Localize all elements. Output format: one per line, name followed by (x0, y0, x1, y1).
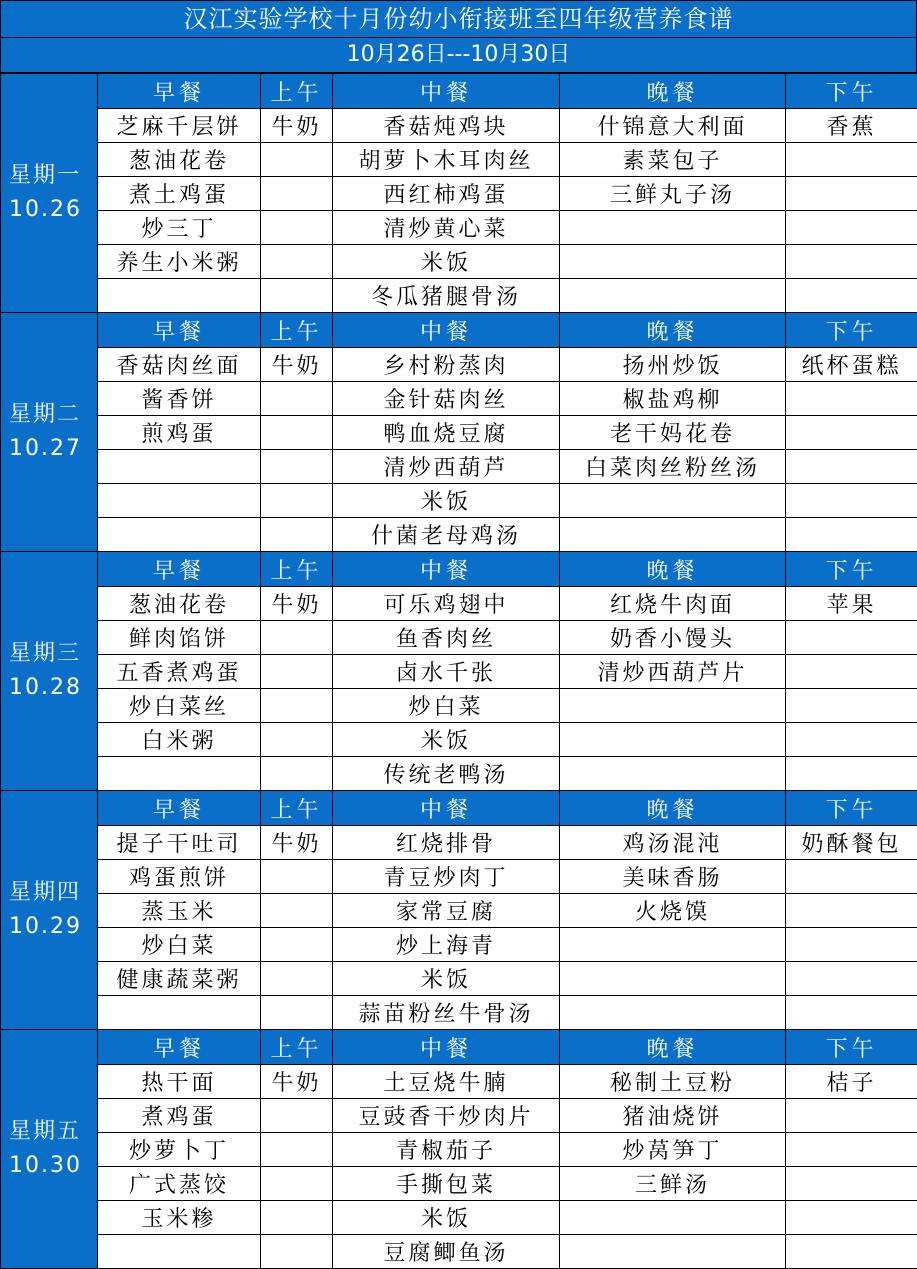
menu-cell-dinner: 奶香小馒头 (560, 621, 786, 655)
column-header-lunch: 中餐 (333, 313, 560, 348)
menu-cell-afternoon-snack (786, 1201, 917, 1235)
menu-cell-lunch: 蒜苗粉丝牛骨汤 (333, 996, 560, 1030)
menu-cell-breakfast: 健康蔬菜粥 (98, 962, 261, 996)
menu-row (1, 348, 917, 382)
menu-cell-afternoon-snack (786, 279, 917, 313)
menu-cell-lunch: 清炒西葫芦 (333, 450, 560, 484)
menu-cell-dinner: 清炒西葫芦片 (560, 655, 786, 689)
column-header-morning-snack: 上午 (261, 1030, 333, 1065)
menu-cell-afternoon-snack: 苹果 (786, 587, 917, 621)
menu-cell-dinner: 椒盐鸡柳 (560, 382, 786, 416)
menu-cell-afternoon-snack (786, 894, 917, 928)
weekday-label: 星期四 (9, 876, 97, 910)
menu-cell-breakfast: 葱油花卷 (98, 587, 261, 621)
menu-cell-morning-snack (261, 211, 333, 245)
menu-cell-lunch: 西红柿鸡蛋 (333, 177, 560, 211)
column-header-afternoon-snack: 下午 (786, 313, 917, 348)
menu-cell-afternoon-snack: 桔子 (786, 1065, 917, 1099)
column-header-afternoon-snack: 下午 (786, 791, 917, 826)
menu-cell-breakfast: 蒸玉米 (98, 894, 261, 928)
menu-row (1, 1065, 917, 1099)
menu-row (1, 928, 917, 962)
menu-cell-lunch: 金针菇肉丝 (333, 382, 560, 416)
menu-cell-breakfast (98, 518, 261, 552)
menu-cell-dinner (560, 211, 786, 245)
column-header-afternoon-snack: 下午 (786, 1030, 917, 1065)
menu-cell-dinner (560, 1201, 786, 1235)
menu-cell-breakfast: 炒白菜 (98, 928, 261, 962)
menu-cell-afternoon-snack (786, 1133, 917, 1167)
menu-cell-afternoon-snack (786, 518, 917, 552)
menu-cell-breakfast: 玉米糁 (98, 1201, 261, 1235)
menu-cell-morning-snack (261, 518, 333, 552)
menu-cell-lunch: 鸭血烧豆腐 (333, 416, 560, 450)
menu-cell-lunch: 青椒茄子 (333, 1133, 560, 1167)
menu-cell-breakfast: 葱油花卷 (98, 143, 261, 177)
menu-row (1, 655, 917, 689)
page-title: 汉江实验学校十月份幼小衔接班至四年级营养食谱 (0, 0, 917, 38)
menu-cell-breakfast: 芝麻千层饼 (98, 109, 261, 143)
menu-cell-lunch: 米饭 (333, 962, 560, 996)
column-header-dinner: 晚餐 (560, 791, 786, 826)
menu-cell-dinner: 炒莴笋丁 (560, 1133, 786, 1167)
menu-cell-afternoon-snack (786, 996, 917, 1030)
menu-cell-lunch: 豆豉香干炒肉片 (333, 1099, 560, 1133)
menu-cell-dinner (560, 928, 786, 962)
menu-cell-breakfast: 白米粥 (98, 723, 261, 757)
menu-cell-morning-snack (261, 1167, 333, 1201)
menu-row (1, 416, 917, 450)
menu-cell-breakfast: 煎鸡蛋 (98, 416, 261, 450)
column-header-breakfast: 早餐 (98, 791, 261, 826)
weekday-label: 星期五 (9, 1115, 97, 1149)
weekday-label: 星期二 (9, 398, 97, 432)
menu-cell-breakfast (98, 996, 261, 1030)
menu-cell-lunch: 炒白菜 (333, 689, 560, 723)
column-header-dinner: 晚餐 (560, 74, 786, 109)
menu-cell-breakfast: 热干面 (98, 1065, 261, 1099)
day-header-row (1, 1030, 917, 1065)
menu-cell-afternoon-snack (786, 621, 917, 655)
menu-cell-dinner (560, 484, 786, 518)
column-header-afternoon-snack: 下午 (786, 74, 917, 109)
menu-cell-breakfast: 炒三丁 (98, 211, 261, 245)
menu-cell-breakfast: 鲜肉馅饼 (98, 621, 261, 655)
date-label: 10.30 (9, 1149, 97, 1183)
day-header-row (1, 74, 917, 109)
menu-cell-afternoon-snack: 奶酥餐包 (786, 826, 917, 860)
menu-cell-morning-snack (261, 723, 333, 757)
menu-cell-lunch: 青豆炒肉丁 (333, 860, 560, 894)
menu-cell-dinner (560, 279, 786, 313)
menu-row (1, 1167, 917, 1201)
menu-cell-afternoon-snack (786, 245, 917, 279)
menu-cell-afternoon-snack (786, 962, 917, 996)
menu-cell-dinner (560, 689, 786, 723)
menu-cell-afternoon-snack (786, 416, 917, 450)
menu-row (1, 621, 917, 655)
column-header-morning-snack: 上午 (261, 552, 333, 587)
menu-cell-morning-snack (261, 484, 333, 518)
menu-row (1, 962, 917, 996)
column-header-dinner: 晚餐 (560, 552, 786, 587)
menu-cell-lunch: 乡村粉蒸肉 (333, 348, 560, 382)
menu-cell-afternoon-snack (786, 1167, 917, 1201)
menu-cell-afternoon-snack (786, 689, 917, 723)
menu-cell-morning-snack (261, 962, 333, 996)
menu-cell-lunch: 卤水千张 (333, 655, 560, 689)
column-header-morning-snack: 上午 (261, 313, 333, 348)
menu-cell-afternoon-snack (786, 1099, 917, 1133)
menu-cell-morning-snack: 牛奶 (261, 348, 333, 382)
menu-cell-lunch: 什菌老母鸡汤 (333, 518, 560, 552)
menu-cell-breakfast: 香菇肉丝面 (98, 348, 261, 382)
column-header-lunch: 中餐 (333, 791, 560, 826)
menu-cell-afternoon-snack (786, 211, 917, 245)
menu-cell-dinner (560, 723, 786, 757)
menu-cell-lunch: 鱼香肉丝 (333, 621, 560, 655)
date-label: 10.28 (9, 671, 97, 705)
menu-cell-dinner: 美味香肠 (560, 860, 786, 894)
menu-cell-morning-snack (261, 757, 333, 791)
menu-cell-dinner: 鸡汤混沌 (560, 826, 786, 860)
menu-cell-breakfast: 提子干吐司 (98, 826, 261, 860)
menu-row (1, 757, 917, 791)
menu-row (1, 518, 917, 552)
menu-cell-lunch: 家常豆腐 (333, 894, 560, 928)
menu-row (1, 484, 917, 518)
menu-cell-morning-snack (261, 1235, 333, 1269)
menu-row (1, 826, 917, 860)
menu-cell-lunch: 米饭 (333, 723, 560, 757)
menu-cell-morning-snack (261, 1201, 333, 1235)
menu-cell-breakfast: 酱香饼 (98, 382, 261, 416)
day-header-row (1, 552, 917, 587)
menu-cell-breakfast (98, 757, 261, 791)
date-label: 10.27 (9, 432, 97, 466)
menu-cell-dinner: 秘制土豆粉 (560, 1065, 786, 1099)
menu-row (1, 1201, 917, 1235)
menu-cell-breakfast (98, 450, 261, 484)
menu-row (1, 723, 917, 757)
menu-cell-morning-snack (261, 143, 333, 177)
menu-cell-dinner: 猪油烧饼 (560, 1099, 786, 1133)
menu-cell-lunch: 可乐鸡翅中 (333, 587, 560, 621)
menu-cell-breakfast: 煮鸡蛋 (98, 1099, 261, 1133)
menu-row (1, 894, 917, 928)
menu-cell-dinner: 什锦意大利面 (560, 109, 786, 143)
menu-cell-lunch: 清炒黄心菜 (333, 211, 560, 245)
weekday-label: 星期三 (9, 637, 97, 671)
menu-cell-breakfast (98, 279, 261, 313)
menu-cell-dinner (560, 1235, 786, 1269)
menu-cell-dinner: 三鲜丸子汤 (560, 177, 786, 211)
menu-row (1, 109, 917, 143)
column-header-dinner: 晚餐 (560, 1030, 786, 1065)
menu-cell-morning-snack (261, 894, 333, 928)
menu-cell-dinner (560, 996, 786, 1030)
menu-cell-dinner (560, 245, 786, 279)
menu-cell-dinner: 白菜肉丝粉丝汤 (560, 450, 786, 484)
menu-cell-lunch: 米饭 (333, 245, 560, 279)
menu-cell-morning-snack (261, 655, 333, 689)
menu-cell-afternoon-snack (786, 757, 917, 791)
menu-cell-morning-snack (261, 245, 333, 279)
menu-cell-morning-snack (261, 996, 333, 1030)
menu-cell-breakfast (98, 1235, 261, 1269)
menu-cell-afternoon-snack (786, 860, 917, 894)
menu-row (1, 211, 917, 245)
menu-row (1, 143, 917, 177)
menu-cell-morning-snack: 牛奶 (261, 826, 333, 860)
menu-cell-afternoon-snack: 纸杯蛋糕 (786, 348, 917, 382)
menu-cell-dinner: 扬州炒饭 (560, 348, 786, 382)
date-label: 10.29 (9, 910, 97, 944)
menu-cell-morning-snack (261, 621, 333, 655)
menu-cell-breakfast: 五香煮鸡蛋 (98, 655, 261, 689)
menu-cell-afternoon-snack (786, 655, 917, 689)
menu-cell-afternoon-snack (786, 1235, 917, 1269)
menu-cell-breakfast: 煮土鸡蛋 (98, 177, 261, 211)
day-header-row (1, 791, 917, 826)
menu-cell-morning-snack: 牛奶 (261, 587, 333, 621)
column-header-breakfast: 早餐 (98, 552, 261, 587)
day-label (1, 74, 98, 313)
menu-cell-lunch: 香菇炖鸡块 (333, 109, 560, 143)
column-header-afternoon-snack: 下午 (786, 552, 917, 587)
column-header-morning-snack: 上午 (261, 74, 333, 109)
menu-row (1, 1133, 917, 1167)
menu-cell-dinner (560, 962, 786, 996)
menu-row (1, 1099, 917, 1133)
menu-cell-morning-snack (261, 450, 333, 484)
menu-cell-dinner: 火烧馍 (560, 894, 786, 928)
menu-row (1, 177, 917, 211)
menu-row (1, 382, 917, 416)
menu-row (1, 279, 917, 313)
menu-cell-morning-snack (261, 1133, 333, 1167)
menu-cell-morning-snack: 牛奶 (261, 1065, 333, 1099)
menu-cell-lunch: 红烧排骨 (333, 826, 560, 860)
column-header-dinner: 晚餐 (560, 313, 786, 348)
menu-cell-breakfast: 鸡蛋煎饼 (98, 860, 261, 894)
menu-row (1, 996, 917, 1030)
menu-cell-breakfast (98, 484, 261, 518)
menu-cell-dinner: 红烧牛肉面 (560, 587, 786, 621)
day-label (1, 1030, 98, 1269)
menu-row (1, 245, 917, 279)
weekday-label: 星期一 (9, 159, 97, 193)
column-header-breakfast: 早餐 (98, 1030, 261, 1065)
day-label (1, 791, 98, 1030)
menu-cell-dinner (560, 757, 786, 791)
column-header-lunch: 中餐 (333, 552, 560, 587)
menu-cell-afternoon-snack: 香蕉 (786, 109, 917, 143)
menu-cell-breakfast: 养生小米粥 (98, 245, 261, 279)
menu-cell-morning-snack (261, 382, 333, 416)
menu-cell-dinner: 素菜包子 (560, 143, 786, 177)
menu-cell-dinner: 老干妈花卷 (560, 416, 786, 450)
date-range: 10月26日---10月30日 (0, 38, 917, 73)
menu-cell-breakfast: 炒萝卜丁 (98, 1133, 261, 1167)
menu-cell-morning-snack (261, 279, 333, 313)
column-header-breakfast: 早餐 (98, 313, 261, 348)
menu-cell-lunch: 胡萝卜木耳肉丝 (333, 143, 560, 177)
menu-cell-afternoon-snack (786, 382, 917, 416)
menu-cell-morning-snack (261, 928, 333, 962)
menu-cell-dinner (560, 518, 786, 552)
menu-cell-afternoon-snack (786, 723, 917, 757)
menu-cell-lunch: 土豆烧牛腩 (333, 1065, 560, 1099)
menu-cell-morning-snack (261, 689, 333, 723)
column-header-morning-snack: 上午 (261, 791, 333, 826)
menu-row (1, 1235, 917, 1269)
column-header-lunch: 中餐 (333, 1030, 560, 1065)
menu-cell-lunch: 冬瓜猪腿骨汤 (333, 279, 560, 313)
column-header-breakfast: 早餐 (98, 74, 261, 109)
menu-cell-morning-snack (261, 860, 333, 894)
menu-cell-afternoon-snack (786, 450, 917, 484)
menu-cell-lunch: 炒上海青 (333, 928, 560, 962)
column-header-lunch: 中餐 (333, 74, 560, 109)
menu-cell-morning-snack: 牛奶 (261, 109, 333, 143)
menu-row (1, 587, 917, 621)
menu-table (0, 73, 917, 1269)
menu-cell-afternoon-snack (786, 143, 917, 177)
menu-cell-afternoon-snack (786, 177, 917, 211)
menu-cell-lunch: 传统老鸭汤 (333, 757, 560, 791)
date-label: 10.26 (9, 193, 97, 227)
menu-cell-breakfast: 炒白菜丝 (98, 689, 261, 723)
day-label (1, 552, 98, 791)
menu-cell-lunch: 豆腐鲫鱼汤 (333, 1235, 560, 1269)
menu-cell-afternoon-snack (786, 928, 917, 962)
day-label (1, 313, 98, 552)
menu-cell-lunch: 米饭 (333, 1201, 560, 1235)
menu-row (1, 689, 917, 723)
menu-cell-dinner: 三鲜汤 (560, 1167, 786, 1201)
menu-row (1, 860, 917, 894)
menu-cell-lunch: 手撕包菜 (333, 1167, 560, 1201)
menu-cell-morning-snack (261, 416, 333, 450)
menu-cell-morning-snack (261, 177, 333, 211)
menu-row (1, 450, 917, 484)
menu-cell-morning-snack (261, 1099, 333, 1133)
day-header-row (1, 313, 917, 348)
menu-cell-lunch: 米饭 (333, 484, 560, 518)
menu-cell-afternoon-snack (786, 484, 917, 518)
menu-cell-breakfast: 广式蒸饺 (98, 1167, 261, 1201)
